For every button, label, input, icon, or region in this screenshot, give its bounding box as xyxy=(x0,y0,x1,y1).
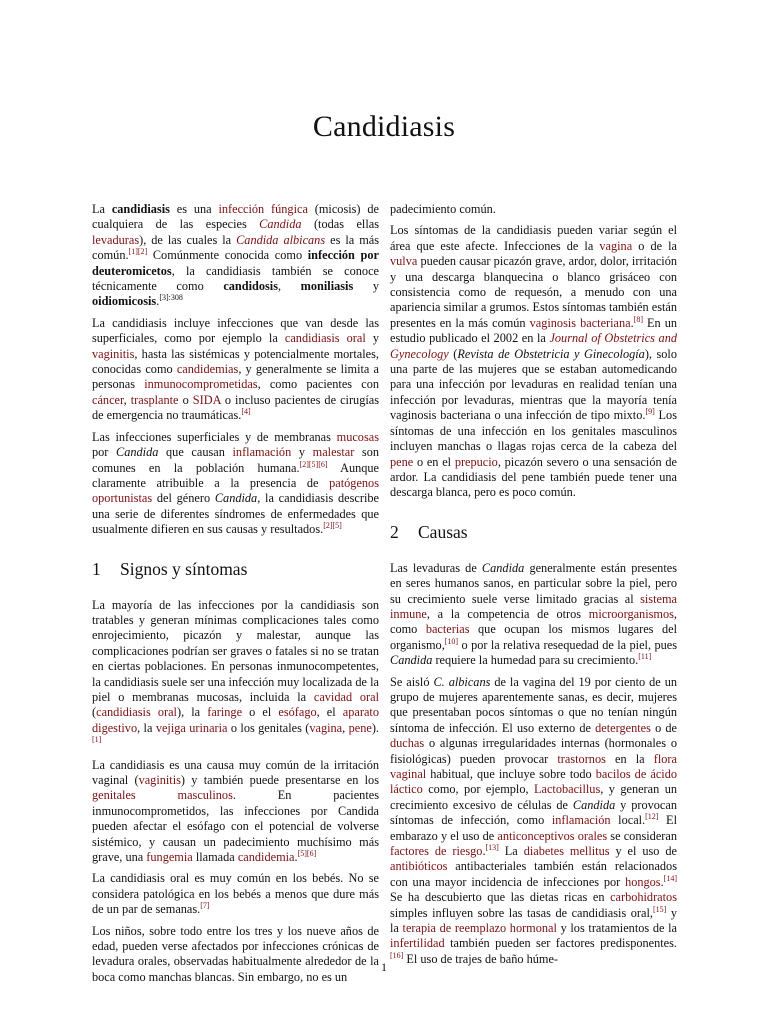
text: . xyxy=(482,844,486,859)
right-column xyxy=(390,202,677,973)
link-pene[interactable]: pene xyxy=(390,454,414,469)
left-column xyxy=(92,202,379,991)
text: Se aisló xyxy=(390,674,434,689)
reference-link[interactable]: [2][5][6] xyxy=(299,459,328,469)
reference-link[interactable]: [1] xyxy=(92,735,102,745)
link-malestar[interactable]: malestar xyxy=(312,445,355,460)
text: , la candidiasis también se conoce técnicamente como xyxy=(92,263,379,294)
text: . xyxy=(294,850,298,865)
text: y xyxy=(291,445,313,460)
text: Aunque claramente atribuible a la presencia de xyxy=(92,460,379,490)
text: y xyxy=(353,279,379,294)
signos-paragraph-4-continued: padecimiento común. xyxy=(390,202,496,216)
reference-link[interactable]: [10] xyxy=(444,636,459,646)
text: La candidiasis oral es muy común en los bebés. No se considera patológica en los bebés a menos que dure más de un par de semanas. xyxy=(92,871,379,917)
link-vejiga-urinaria[interactable]: vejiga urinaria xyxy=(155,720,228,735)
italic-text: C. albicans xyxy=(433,674,491,689)
intro-paragraph-3 xyxy=(92,430,379,538)
text: Los síntomas de una infección en los genitales masculinos incluyen manchas o llagas rojas cerca de la cabeza del xyxy=(390,408,677,454)
text: ) y también puede presentarse en los xyxy=(180,773,379,787)
text: ( xyxy=(448,346,458,361)
text: es una xyxy=(169,202,219,216)
text: Las infecciones superficiales y de membranas xyxy=(92,429,337,444)
italic-text: Candida albicans xyxy=(236,232,326,247)
text: son comunes en la población humana. xyxy=(92,445,380,475)
reference-link[interactable]: [14] xyxy=(663,873,677,883)
text: antibacteriales también están relacionados con una mayor incidencia de infecciones por xyxy=(390,859,677,889)
link-candida-albicans[interactable] xyxy=(236,233,325,247)
link-pene[interactable]: pene xyxy=(348,720,372,735)
link-candida[interactable] xyxy=(259,217,301,231)
signos-paragraph-1 xyxy=(92,598,379,752)
link-infeccion-fungica[interactable]: infección fúngica xyxy=(218,202,308,216)
text: , xyxy=(123,392,131,407)
text: o incluso pacientes de cirugías de emergencia no traumáticas. xyxy=(92,392,379,423)
link-vagina[interactable]: vagina xyxy=(309,720,343,735)
text: que causan xyxy=(158,445,233,460)
link-detergentes[interactable]: detergentes xyxy=(595,720,651,735)
text: En un estudio publicado el 2002 en la xyxy=(390,315,678,346)
link-candidemia[interactable]: candidemia xyxy=(237,850,295,865)
page-title: Candidiasis xyxy=(312,110,456,143)
text: ( xyxy=(92,705,97,720)
reference-link[interactable]: [15] xyxy=(652,904,667,914)
reference-link[interactable]: [3]:308 xyxy=(159,293,183,303)
text: Se ha descubierto que las dietas ricas en xyxy=(390,890,611,905)
link-candidiasis-oral[interactable]: candidiasis oral xyxy=(96,705,177,720)
link-bacilos-acido-lactico[interactable]: bacilos de ácido láctico xyxy=(390,767,677,797)
link-duchas[interactable]: duchas xyxy=(390,736,425,751)
text: pueden causar picazón grave, ardor, dolor, irritación y una descarga blanquecina o blanco grisáceo con consistencia como de requesón, a menudo con una apariencia similar a grumos. Estos síntomas también están presentes en la más común xyxy=(390,254,677,330)
text: . xyxy=(156,294,160,309)
text: El embarazo y el uso de xyxy=(390,813,677,843)
text: requiere la humedad para su crecimiento. xyxy=(432,653,639,668)
text: se consideran xyxy=(607,828,677,843)
reference-link[interactable]: [11] xyxy=(638,652,652,662)
text: (todas ellas xyxy=(301,217,379,232)
section-number: 1 xyxy=(92,558,101,579)
link-fungemia[interactable]: fungemia xyxy=(146,850,193,865)
page-number: 1 xyxy=(381,960,387,974)
link-vagina[interactable]: vagina xyxy=(599,238,633,253)
text: , xyxy=(342,720,349,735)
link-mucosas[interactable]: mucosas xyxy=(336,429,379,444)
text: Comúnmente conocida como xyxy=(147,248,308,263)
link-inmunocomprometidas[interactable]: inmunocomprometidas xyxy=(144,377,258,392)
link-genitales-masculinos[interactable]: genitales masculinos xyxy=(92,788,233,803)
reference-link[interactable]: [7] xyxy=(200,901,210,911)
bold-term: oidiomicosis xyxy=(92,294,157,309)
italic-text: Revista de Obstetricia y Ginecología xyxy=(457,346,645,361)
link-candidemias[interactable]: candidemias xyxy=(176,362,239,377)
text: La candidiasis incluye infecciones que van desde las superficiales, como por ejemplo la xyxy=(92,315,379,346)
link-infertilidad[interactable]: infertilidad xyxy=(390,936,445,951)
reference-link[interactable]: [13] xyxy=(485,842,499,852)
text: es la más común. xyxy=(92,232,380,263)
link-sida[interactable]: SIDA xyxy=(192,392,221,407)
link-vaginitis[interactable]: vaginitis xyxy=(138,773,181,787)
reference-link[interactable]: [4] xyxy=(241,407,251,417)
text: o el xyxy=(242,705,279,720)
text: en la xyxy=(605,751,654,766)
link-cavidad-oral[interactable]: cavidad oral xyxy=(313,689,379,704)
section-number: 2 xyxy=(390,521,399,542)
text: de la vagina del 19 por ciento de un grupo de mujeres aparentemente sanas, es decir, mujeres que presentaban pocos síntomas o que no tenían ningún síntoma de infección. El uso externo de xyxy=(390,674,678,735)
text: , hasta las sistémicas y potencialmente mortales, conocidas como xyxy=(92,346,379,377)
link-prepucio[interactable]: prepucio xyxy=(454,454,498,469)
text: La mayoría de las infecciones por la candidiasis son tratables y generan mínimas complicaciones tales como enrojecimiento, picazón y malestar, aunque las complicaciones podrían ser graves o fatales si no se tratan en ciertas poblaciones. En personas inmunocompetentes, la candidiasis suele ser una infección muy localizada de la piel o membranas mucosas, incluida la xyxy=(92,597,379,704)
text: La xyxy=(498,844,524,859)
link-trastornos[interactable]: trastornos xyxy=(557,751,606,766)
text: , como pacientes con xyxy=(257,377,379,392)
text: , y generalmente se limita a personas xyxy=(92,362,380,392)
link-vaginitis[interactable]: vaginitis xyxy=(92,346,135,361)
text: Los niños, sobre todo entre los tres y los nueve años de edad, pueden verse afectados por infecciones crónicas de levadura orales, observadas habitualmente alrededor de la boca como manchas blancas. Sin embargo, no es un xyxy=(92,923,379,984)
text: , la candidiasis describe una serie de diferentes síndromes de enfermedades que usualmente difieren en sus causas y resultados. xyxy=(92,491,380,537)
link-bacterias[interactable]: bacterias xyxy=(425,622,470,637)
link-inflamacion[interactable]: inflamación xyxy=(232,445,292,460)
link-hongos[interactable]: hongos xyxy=(625,874,661,889)
signos-paragraph-3 xyxy=(92,871,379,917)
text: ), de las cuales la xyxy=(139,232,237,247)
link-flora-vaginal[interactable]: flora vaginal xyxy=(390,751,677,781)
text: simples influyen sobre las tasas de candidiasis oral, xyxy=(390,905,653,920)
text: , el xyxy=(316,705,343,720)
text: . xyxy=(660,874,664,889)
text: habitual, que incluye sobre todo xyxy=(426,767,596,781)
text: o algunas irregularidades internas (hormonales o fisiológicas) pueden provocar xyxy=(390,736,677,766)
link-levaduras[interactable]: levaduras xyxy=(92,232,140,247)
bold-term: candidiasis xyxy=(111,202,170,216)
text: llamada xyxy=(192,850,238,865)
italic-text: Candida xyxy=(259,217,302,232)
text: . En pacientes inmunocomprometidos, las infecciones por Candida pueden afectar el esófago con el potencial de volverse sistémico, y causan un padecimiento muchísimo más grave, una xyxy=(92,788,379,865)
text: La candidiasis es una causa muy común de la irritación vaginal ( xyxy=(92,757,379,787)
link-antibioticos[interactable]: antibióticos xyxy=(390,859,448,874)
signos-paragraph-5 xyxy=(390,223,677,500)
link-lactobacillus[interactable]: Lactobacillus xyxy=(534,782,601,797)
reference-link[interactable]: [9] xyxy=(645,407,655,417)
link-candidiasis-oral[interactable]: candidiasis oral xyxy=(284,331,366,346)
causas-paragraph-1 xyxy=(390,561,677,669)
reference-link[interactable]: [16] xyxy=(390,950,404,960)
text: y la xyxy=(390,905,677,936)
section-heading-causas xyxy=(390,521,677,543)
link-trasplante[interactable]: trasplante xyxy=(130,392,179,407)
italic-text: Candida xyxy=(572,797,616,812)
text: y xyxy=(365,331,379,346)
section-title: Signos y síntomas xyxy=(120,558,248,579)
text: , a la competencia de otros xyxy=(426,606,589,621)
reference-link[interactable]: [2][5] xyxy=(323,521,342,531)
link-esofago[interactable]: esófago xyxy=(278,705,317,720)
text: o por la relativa resequedad de la piel, pues xyxy=(458,637,677,652)
text: local. xyxy=(610,813,646,828)
text: La xyxy=(92,202,112,216)
text: (micosis) de cualquiera de las especies xyxy=(92,202,379,232)
text: también pueden ser factores predisponentes. xyxy=(444,936,677,951)
text: Las levaduras de xyxy=(390,560,482,575)
text: , la xyxy=(137,720,156,735)
intro-paragraph-2 xyxy=(92,316,379,424)
link-diabetes-mellitus[interactable]: diabetes mellitus xyxy=(523,844,610,859)
link-cancer[interactable]: cáncer xyxy=(92,392,124,407)
text: y el uso de xyxy=(609,844,677,859)
bold-term: infección por deuteromicetos xyxy=(92,248,379,278)
link-faringe[interactable]: faringe xyxy=(207,705,243,720)
link-factores-de-riesgo[interactable]: factores de riesgo xyxy=(390,844,483,859)
signos-paragraph-2 xyxy=(92,758,379,866)
reference-link[interactable]: [8] xyxy=(633,314,644,324)
link-anticonceptivos-orales[interactable]: anticonceptivos orales xyxy=(497,828,608,843)
text: ), solo una parte de las mujeres que se estaban automedicando para una infección por levaduras en realidad tenían una infección por levaduras, mientras que la mayoría tenía vaginosis bacteriana o una infección de tipo mixto. xyxy=(390,346,677,423)
link-sistema-inmune[interactable]: sistema inmune xyxy=(390,591,677,621)
link-aparato-digestivo[interactable]: aparato digestivo xyxy=(92,705,379,735)
signos-paragraph-4 xyxy=(92,924,379,986)
text: y provocan síntomas de infección, como xyxy=(390,797,677,828)
text: . xyxy=(630,315,634,330)
reference-link[interactable]: [1][2] xyxy=(128,247,148,257)
italic-text: Candida xyxy=(214,491,258,506)
text: del género xyxy=(152,491,215,506)
italic-text: Candida xyxy=(481,560,525,575)
text: o en el xyxy=(413,454,455,469)
text: , xyxy=(278,279,301,294)
link-vulva[interactable]: vulva xyxy=(390,254,418,269)
text: como, por ejemplo, xyxy=(422,782,534,797)
bold-term: candidosis xyxy=(223,279,278,294)
text: El uso de trajes de baño húme- xyxy=(403,951,559,966)
link-inflamacion[interactable]: inflamación xyxy=(551,813,611,828)
italic-text: Journal of Obstetrics and Gynecology xyxy=(390,331,677,361)
bold-term: moniliasis xyxy=(300,279,354,294)
text: ), la xyxy=(176,705,208,720)
section-heading-signos xyxy=(92,558,379,580)
section-title: Causas xyxy=(418,521,468,542)
link-terapia-reemplazo-hormonal[interactable]: terapia de reemplazo hormonal xyxy=(402,921,557,936)
reference-link[interactable]: [12] xyxy=(645,812,659,822)
italic-text: Candida xyxy=(116,445,159,460)
link-carbohidratos[interactable]: carbohidratos xyxy=(610,890,677,905)
text: Los síntomas de la candidiasis pueden variar según el área que este afecte. Infecciones de la xyxy=(390,223,677,253)
causas-paragraph-2 xyxy=(390,675,677,968)
text: , y generan un crecimiento excesivo de células de xyxy=(390,782,677,812)
text: o de la xyxy=(632,238,677,253)
text: o los genitales ( xyxy=(227,720,310,735)
text: y los tratamientos de la xyxy=(556,921,677,936)
text: generalmente están presentes en seres humanos sanos, en particular sobre la piel, pero su crecimiento suele verse limitado gracias al xyxy=(390,560,677,606)
reference-link[interactable]: [5][6] xyxy=(297,848,317,858)
text: que ocupan los mismos lugares del organismo, xyxy=(390,622,677,652)
text: ). xyxy=(371,720,379,735)
text: o de xyxy=(650,720,678,735)
text: por xyxy=(92,445,117,460)
text: , picazón severo o una sensación de ardor. La candidiasis del pene también puede tener una descarga blanca, pero es poco común. xyxy=(390,454,677,500)
link-microorganismos[interactable]: microorganismos xyxy=(588,606,674,621)
intro-paragraph-1 xyxy=(92,202,379,310)
link-patogenos-oportunistas[interactable]: patógenos oportunistas xyxy=(92,475,379,506)
link-vaginosis-bacteriana[interactable]: vaginosis bacteriana xyxy=(529,315,631,330)
italic-text: Candida xyxy=(390,653,433,668)
text: , como xyxy=(390,606,677,637)
text: o xyxy=(178,392,193,407)
